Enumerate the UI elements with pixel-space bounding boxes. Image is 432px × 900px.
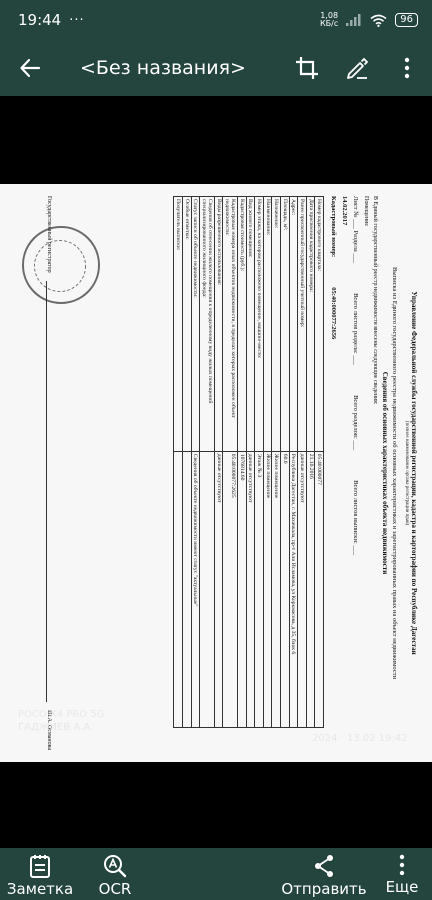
ocr-search-icon: [103, 854, 127, 878]
doc-registrar-label: Государственный регистратор: [46, 196, 52, 273]
crop-icon: [295, 56, 319, 80]
doc-object-kind: Помещение: [363, 196, 369, 227]
watermark-datetime: 2024 · 13.02 19:42: [312, 733, 408, 744]
camera-watermark: [18, 708, 104, 734]
app-bar: [0, 40, 432, 96]
doc-header-extract: Выписка из Единого государственного реестра недвижимости об основных характеристиках и зарегистрированных правах на объект недвижимости: [391, 266, 398, 680]
arrow-left-icon: [19, 57, 41, 79]
table-row: Номер кадастрового квартала: 05:40:000077: [315, 197, 324, 728]
battery-icon: 96: [395, 13, 418, 27]
doc-table: [174, 196, 325, 728]
document-image[interactable]: [0, 184, 432, 762]
watermark-device: POCO X4 PRO 5G: [18, 709, 105, 720]
rotated-document: [0, 184, 432, 762]
table-row: Дата присвоения кадастрового номера: 21.10.2016: [306, 197, 315, 728]
table-row: Назначение: Жилое помещение: [272, 197, 281, 728]
status-bar: [0, 0, 432, 40]
share-button[interactable]: [276, 848, 372, 900]
pen-icon: [345, 56, 369, 80]
edit-button[interactable]: [332, 40, 382, 96]
more-vertical-icon: [404, 57, 410, 79]
notification-dots: ···: [69, 12, 85, 28]
signature-underline: [46, 281, 52, 702]
doc-sheet: Лист № ___ Раздела ___: [352, 196, 359, 264]
more-menu-button[interactable]: [382, 40, 432, 96]
crop-button[interactable]: [282, 40, 332, 96]
doc-registrar-name: Ш.А. Османова: [46, 710, 52, 750]
doc-total-sheets-section: Всего листов раздела: ___: [352, 293, 359, 366]
table-row: Особые отметки:: [183, 197, 192, 728]
status-right: [320, 12, 418, 28]
official-seal-stamp: [22, 226, 100, 304]
wifi-icon: [370, 14, 387, 27]
ocr-button[interactable]: [80, 848, 150, 900]
document-title[interactable]: <Без названия>: [80, 57, 246, 79]
doc-signature-line: [46, 196, 52, 750]
table-row: Сведения об отнесении жилого помещения к определенному виду жилых помещений специализированного жилищного фонда:: [200, 197, 215, 728]
more-label: Еще: [385, 878, 419, 896]
note-icon: [29, 854, 51, 878]
note-label: Заметка: [6, 880, 74, 898]
doc-meta-row-2: [341, 196, 348, 750]
share-label: Отправить: [281, 880, 367, 898]
doc-header-authority: Управление Федеральной службы государственной регистрации, кадастра и картографии по Республике Дагестан: [410, 291, 418, 655]
table-row: Статус записи об объекте недвижимости: Сведения об объекте недвижимости имеют статус "актуальные": [191, 197, 200, 728]
doc-total-sections: Всего разделов: ___: [352, 395, 359, 451]
more-button[interactable]: [372, 848, 432, 900]
doc-registry-line: В Единый государственный реестр недвижимости внесены следующие сведения:: [372, 196, 378, 405]
bottom-toolbar: [0, 848, 432, 900]
share-icon: [313, 854, 335, 878]
toolbar-spacer: [150, 848, 276, 900]
network-speed: 1,08 КБ/с: [320, 11, 339, 28]
app-bar-actions: [282, 40, 432, 96]
table-row: Номер этажа, на котором расположено помещение, машино-место: Этаж № 3: [255, 197, 264, 728]
doc-cadastral-value: 05:40:000077:2656: [330, 287, 337, 340]
doc-cadastral-row: [330, 196, 337, 750]
signal-icon: [346, 14, 362, 26]
table-row: Ранее присвоенный государственный учетный номер: данные отсутствуют: [298, 197, 307, 728]
back-button[interactable]: [0, 40, 60, 96]
table-row: Адрес: Республика Дагестан, г. Махачкала, пр-т Али Исламова, ул Коркмасова, д 35, блок 6: [289, 197, 298, 728]
doc-total-sheets: Всего листов выписки: ___: [352, 480, 359, 556]
watermark-author: ГАДЖИЕВ А.А.: [18, 722, 94, 733]
ocr-label: OCR: [98, 880, 132, 898]
doc-header-note: (полное наименование органа регистрации прав): [404, 420, 409, 526]
table-row: Кадастровая стоимость (руб.): 1076814.60: [238, 197, 247, 728]
doc-meta-row: [352, 196, 359, 750]
table-row: Вид жилого помещения: данные отсутствуют: [246, 197, 255, 728]
table-row: Наименование: Жилое помещение: [263, 197, 272, 728]
doc-header-section: Сведения об основных характеристиках объекта недвижимости: [381, 371, 389, 575]
status-time: 19:44: [18, 11, 62, 29]
table-row: Кадастровые номера иных объектов недвижимости, в пределах которых расположен объект недвижимости: 05:40:000077:2625: [223, 197, 238, 728]
document-content: [10, 196, 418, 750]
more-vertical-icon: [399, 854, 405, 876]
note-button[interactable]: [0, 848, 80, 900]
doc-date: 14.02.2017: [341, 196, 348, 226]
table-row: Получатель выписки:: [174, 197, 183, 728]
doc-cadastral-label: Кадастровый номер:: [330, 196, 337, 258]
table-row: Площадь, м²: 60.0: [281, 197, 290, 728]
table-row: Виды разрешенного использования: данные отсутствуют: [214, 197, 223, 728]
